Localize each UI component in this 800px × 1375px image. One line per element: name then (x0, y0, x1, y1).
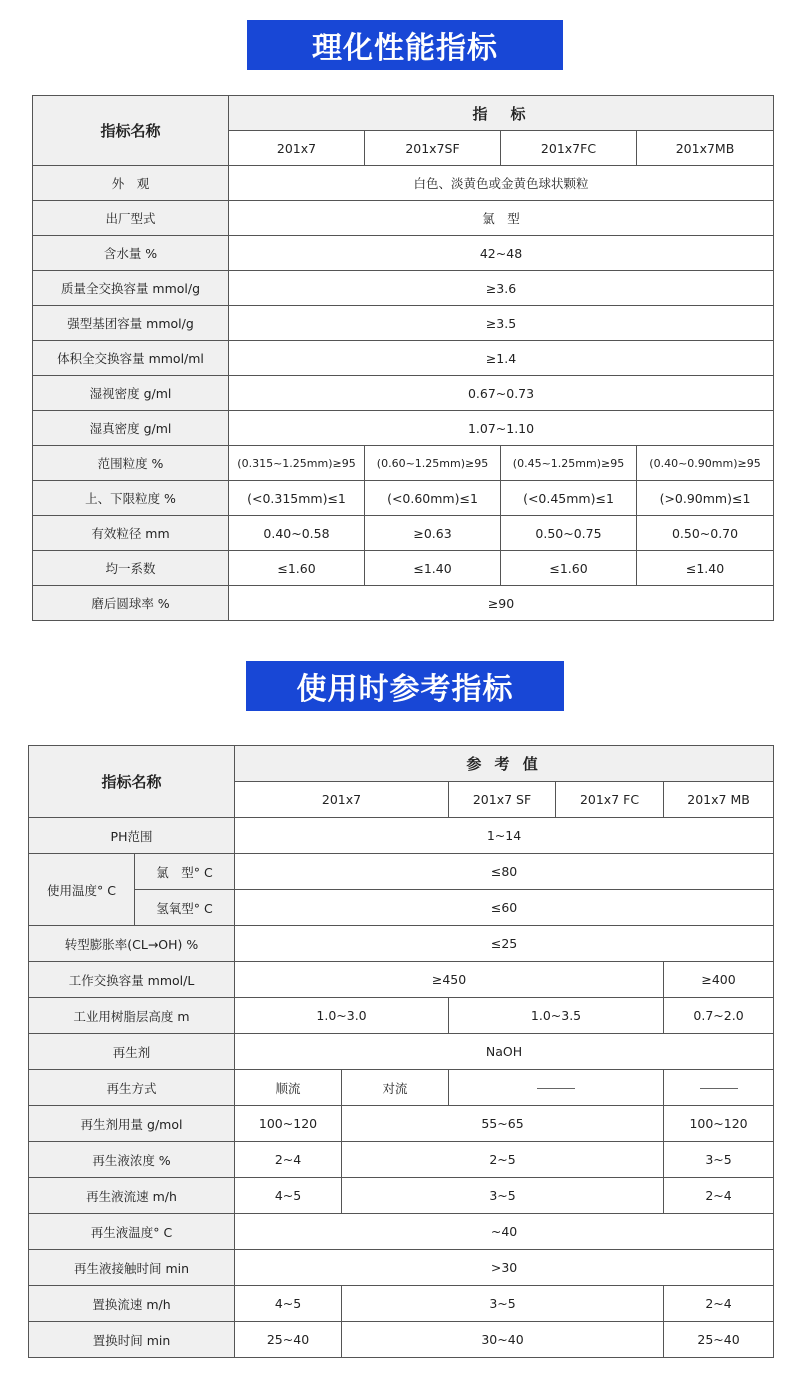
cell-value: 3~5 (342, 1178, 664, 1214)
cell-value: (>0.90mm)≤1 (637, 481, 774, 516)
row-label: 置换时间 min (29, 1322, 235, 1358)
column-header: 201x7 SF (449, 782, 556, 818)
cell-value: ≥3.5 (229, 306, 774, 341)
table-row (33, 586, 774, 621)
cell-value: 2~4 (235, 1142, 342, 1178)
cell-value: ≤1.60 (501, 551, 637, 586)
table-row (29, 890, 774, 926)
column-header: 201x7SF (365, 131, 501, 166)
table-row (33, 341, 774, 376)
row-sublabel: 氯 型° C (135, 854, 235, 890)
row-label: 湿真密度 g/ml (33, 411, 229, 446)
cell-value: 42~48 (229, 236, 774, 271)
header-reference-group: 参 考 值 (235, 746, 774, 782)
cell-value: ≤1.40 (637, 551, 774, 586)
dash-line (537, 1088, 575, 1089)
cell-value: ≥1.4 (229, 341, 774, 376)
row-label: 磨后圆球率 % (33, 586, 229, 621)
table-row (29, 1034, 774, 1070)
row-label: 有效粒径 mm (33, 516, 229, 551)
cell-value: 25~40 (664, 1322, 774, 1358)
row-label: 工作交换容量 mmol/L (29, 962, 235, 998)
column-header: 201x7MB (637, 131, 774, 166)
table-row (29, 1286, 774, 1322)
row-label: 再生剂用量 g/mol (29, 1106, 235, 1142)
cell-value: 0.67~0.73 (229, 376, 774, 411)
cell-value: ≥0.63 (365, 516, 501, 551)
table-row (33, 201, 774, 236)
section-title-physicochemical: 理化性能指标 (247, 20, 563, 70)
row-label: 再生液浓度 % (29, 1142, 235, 1178)
cell-value: (0.40~0.90mm)≥95 (637, 446, 774, 481)
cell-value: 4~5 (235, 1286, 342, 1322)
table-row (29, 1250, 774, 1286)
cell-value: 1~14 (235, 818, 774, 854)
row-label: 湿视密度 g/ml (33, 376, 229, 411)
cell-value: 100~120 (664, 1106, 774, 1142)
cell-value: 0.7~2.0 (664, 998, 774, 1034)
table-row (29, 1142, 774, 1178)
row-label: 出厂型式 (33, 201, 229, 236)
cell-empty (664, 1070, 774, 1106)
cell-value: 55~65 (342, 1106, 664, 1142)
cell-value: 3~5 (342, 1286, 664, 1322)
row-label: 上、下限粒度 % (33, 481, 229, 516)
table-row (33, 236, 774, 271)
row-label: 再生液流速 m/h (29, 1178, 235, 1214)
cell-value: ≤1.40 (365, 551, 501, 586)
column-header: 201x7 MB (664, 782, 774, 818)
cell-value: 1.0~3.0 (235, 998, 449, 1034)
cell-value: NaOH (235, 1034, 774, 1070)
row-label: 含水量 % (33, 236, 229, 271)
row-label: 再生剂 (29, 1034, 235, 1070)
table-row (33, 271, 774, 306)
cell-value: ≥400 (664, 962, 774, 998)
reference-table (28, 745, 774, 1358)
cell-value: 顺流 (235, 1070, 342, 1106)
column-header: 201x7 FC (556, 782, 664, 818)
table-row (29, 854, 774, 890)
table-row (29, 1178, 774, 1214)
table-row (29, 962, 774, 998)
section-title-reference: 使用时参考指标 (246, 661, 564, 711)
cell-value: 2~4 (664, 1178, 774, 1214)
table-row (33, 376, 774, 411)
table-row (29, 926, 774, 962)
column-header: 201x7FC (501, 131, 637, 166)
row-label: 外 观 (33, 166, 229, 201)
table-row (29, 1214, 774, 1250)
column-header: 201x7 (235, 782, 449, 818)
row-label-temperature: 使用温度° C (29, 854, 135, 926)
table-row (33, 516, 774, 551)
cell-value: (<0.315mm)≤1 (229, 481, 365, 516)
cell-value: 1.07~1.10 (229, 411, 774, 446)
row-label: 范围粒度 % (33, 446, 229, 481)
dash-line (700, 1088, 738, 1089)
cell-value: (0.60~1.25mm)≥95 (365, 446, 501, 481)
cell-value: 4~5 (235, 1178, 342, 1214)
row-label: 再生方式 (29, 1070, 235, 1106)
row-label: PH范围 (29, 818, 235, 854)
cell-value: ≥3.6 (229, 271, 774, 306)
cell-value: (0.315~1.25mm)≥95 (229, 446, 365, 481)
table-row (29, 818, 774, 854)
row-label: 质量全交换容量 mmol/g (33, 271, 229, 306)
cell-value: 2~5 (342, 1142, 664, 1178)
row-label: 工业用树脂层高度 m (29, 998, 235, 1034)
row-label: 强型基团容量 mmol/g (33, 306, 229, 341)
cell-value: ≥450 (235, 962, 664, 998)
table-row (33, 551, 774, 586)
cell-value: 0.40~0.58 (229, 516, 365, 551)
row-label: 置换流速 m/h (29, 1286, 235, 1322)
cell-value: 氯 型 (229, 201, 774, 236)
row-label: 体积全交换容量 mmol/ml (33, 341, 229, 376)
cell-value: 2~4 (664, 1286, 774, 1322)
cell-value: (<0.60mm)≤1 (365, 481, 501, 516)
cell-value: ≤25 (235, 926, 774, 962)
row-label: 转型膨胀率(CL→OH) % (29, 926, 235, 962)
header-index-name: 指标名称 (29, 746, 235, 818)
cell-value: ≤80 (235, 854, 774, 890)
cell-value: (<0.45mm)≤1 (501, 481, 637, 516)
table-row (33, 411, 774, 446)
table-row (29, 1106, 774, 1142)
table-row (29, 1322, 774, 1358)
cell-value: 1.0~3.5 (449, 998, 664, 1034)
table-row (33, 166, 774, 201)
row-label: 再生液温度° C (29, 1214, 235, 1250)
row-sublabel: 氢氧型° C (135, 890, 235, 926)
cell-value: ≥90 (229, 586, 774, 621)
cell-value: >30 (235, 1250, 774, 1286)
table-row (29, 1070, 774, 1106)
cell-value: 30~40 (342, 1322, 664, 1358)
column-header: 201x7 (229, 131, 365, 166)
row-label: 再生液接触时间 min (29, 1250, 235, 1286)
cell-value: ≤60 (235, 890, 774, 926)
cell-value: 0.50~0.75 (501, 516, 637, 551)
cell-value: ≤1.60 (229, 551, 365, 586)
header-index-name: 指标名称 (33, 96, 229, 166)
table-row (33, 481, 774, 516)
cell-empty (449, 1070, 664, 1106)
table-row (33, 446, 774, 481)
cell-value: 0.50~0.70 (637, 516, 774, 551)
cell-value: (0.45~1.25mm)≥95 (501, 446, 637, 481)
cell-value: 100~120 (235, 1106, 342, 1142)
cell-value: ~40 (235, 1214, 774, 1250)
table-row (29, 998, 774, 1034)
cell-value: 白色、淡黄色或金黄色球状颗粒 (229, 166, 774, 201)
cell-value: 25~40 (235, 1322, 342, 1358)
header-index-group: 指 标 (229, 96, 774, 131)
row-label: 均一系数 (33, 551, 229, 586)
cell-value: 对流 (342, 1070, 449, 1106)
cell-value: 3~5 (664, 1142, 774, 1178)
table-row (33, 306, 774, 341)
physicochemical-table (32, 95, 774, 621)
